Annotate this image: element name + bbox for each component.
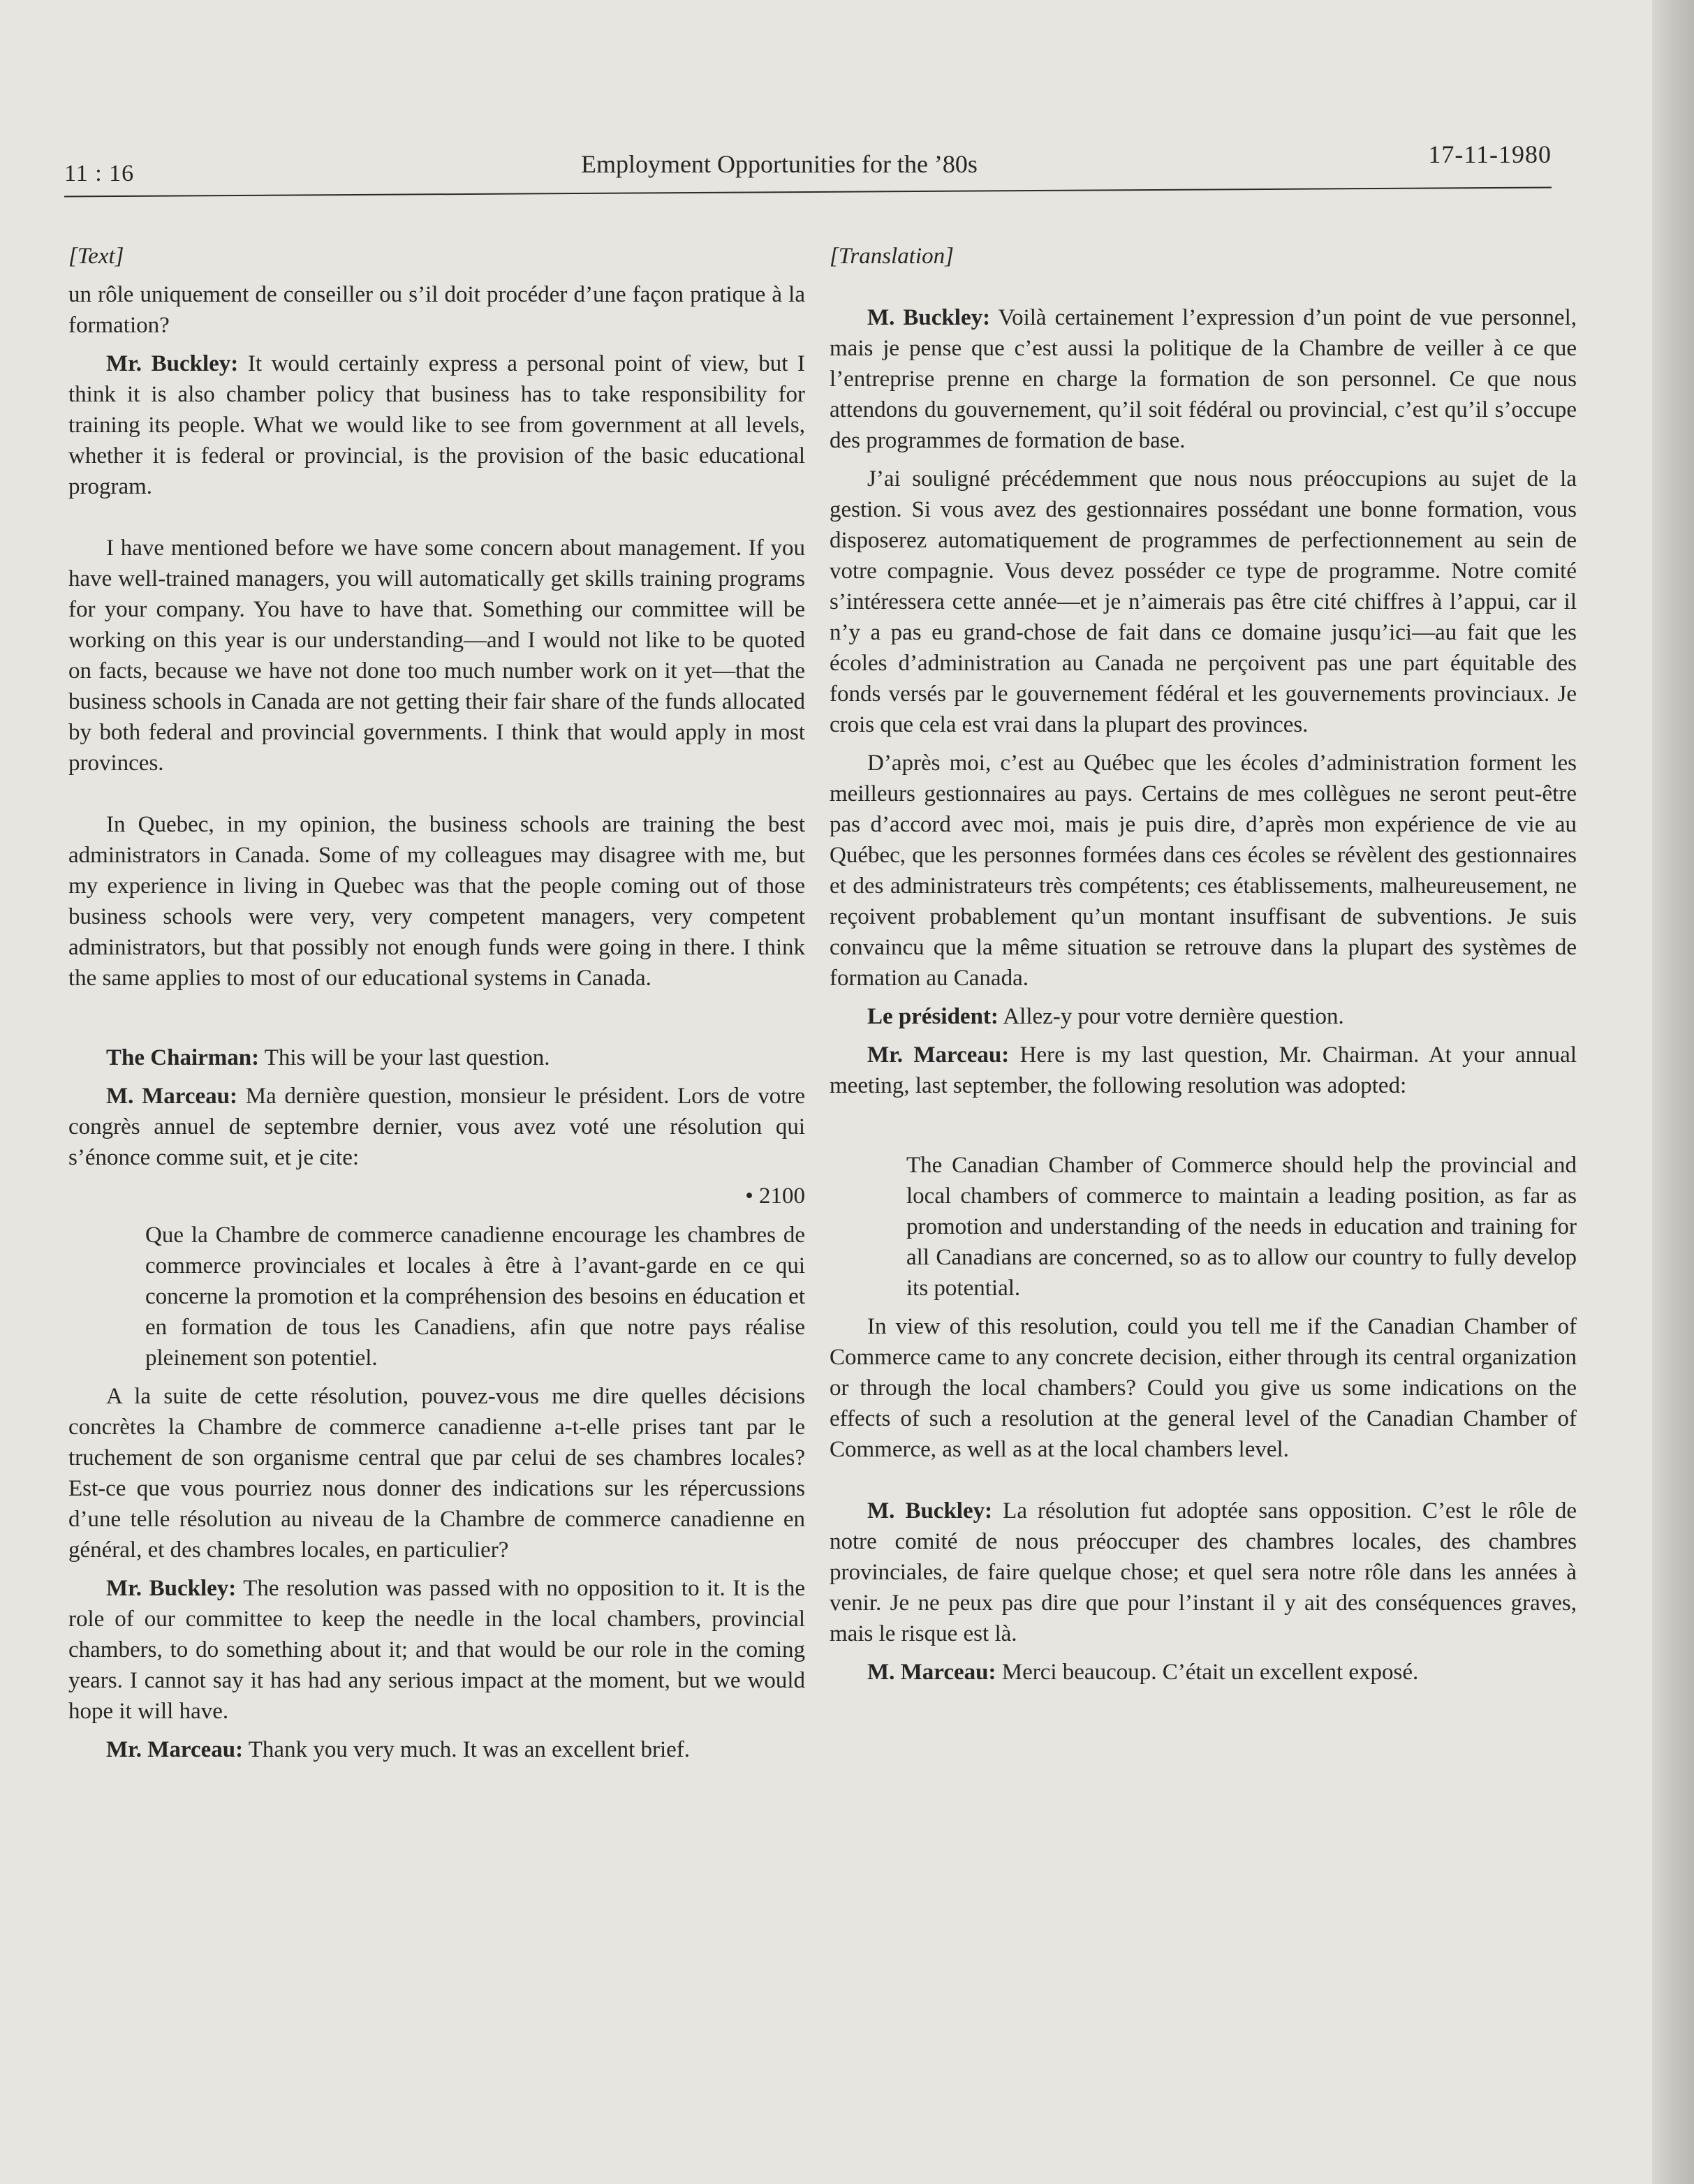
paragraph: M. Buckley: La résolution fut adoptée sans opposition. C’est le rôle de notre comité de nous préoccuper des chambres locales, des chambres provinciales, de faire quelque chose; et quel sera notre rôle dans les années à venir. Je ne peux pas dire que pour l’instant il y ait des conséquences graves, mais le risque est là. [830, 1498, 1577, 1646]
paragraph: In Quebec, in my opinion, the business schools are training the best administrators in Canada. Some of my colleagues may disagree with me, but my experience in living in Quebec was that the people coming out of those business schools were very, very competent managers, very competent administrators, but that possibly not enough funds were going in there. I think the same applies to most of our educational systems in Canada. [68, 812, 805, 991]
speaker-name: Mr. Marceau: [106, 1737, 244, 1762]
paragraph: Mr. Buckley: The resolution was passed with no opposition to it. It is the role of our committee to keep the needle in the local chambers, provincial chambers, to do something about it; and that would be our role in the coming years. I cannot say it has had any serious impact at the moment, but we would hope it will have. [68, 1576, 805, 1724]
speaker-name: M. Marceau: [106, 1084, 237, 1109]
paragraph: Mr. Buckley: It would certainly express a personal point of view, but I think it is also chamber policy that business has to take responsibility for training its people. What we would like to see from government at all levels, whether it is federal or provincial, is the provision of the basic educational program. [68, 351, 805, 499]
paragraph: The Chairman: This will be your last question. [106, 1045, 550, 1070]
page-number: 11 : 16 [64, 161, 135, 186]
paragraph: A la suite de cette résolution, pouvez-vous me dire quelles décisions concrètes la Chambre de commerce canadienne a-t-elle prises tant par le truchement de son organisme central que par celui de ses chambres locales? Est-ce que vous pourriez nous donner des indications sur les répercussions d’une telle résolution au niveau de la Chambre de commerce canadienne en général, et des chambres locales, en particulier? [68, 1384, 805, 1563]
right-column [830, 241, 1577, 1695]
speaker-name: M. Marceau: [867, 1660, 996, 1685]
paragraph: In view of this resolution, could you tell me if the Canadian Chamber of Commerce came to any concrete decision, either through its central organization or through the local chambers? Could you give us some indications on the effects of such a resolution at the general level of the Canadian Chamber of Commerce, as well as at the local chambers level. [830, 1314, 1577, 1462]
paragraph: J’ai souligné précédemment que nous nous préoccupions au sujet de la gestion. Si vous avez des gestionnaires possédant une bonne formation, vous disposerez automatiquement de programmes de perfectionnement au sein de votre compagnie. Vous devez posséder ce type de programme. Notre comité s’intéressera cette année—et je n’aimerais pas être cité chiffres à l’appui, car il n’y a pas eu grand-chose de fait dans ce domaine jusqu’ici—au fait que les écoles d’administration au Canada ne perçoivent pas une part équitable des fonds versés par le gouvernement fédéral et les gouvernements provinciaux. Je crois que cela est vrai dans la plupart des provinces. [830, 466, 1577, 737]
continuation-text: un rôle uniquement de conseiller ou s’il doit procéder d’une façon pratique à la formation? [68, 282, 805, 338]
page-header [64, 140, 1552, 202]
running-title: Employment Opportunities for the ’80s [581, 150, 978, 178]
page-edge [1652, 0, 1694, 2184]
paragraph: Le président: Allez-y pour votre dernière question. [867, 1004, 1344, 1029]
page-date: 17-11-1980 [1428, 140, 1552, 168]
speaker-name: Mr. Buckley: [106, 1576, 237, 1601]
paragraph: M. Marceau: Ma dernière question, monsieur le président. Lors de votre congrès annuel de septembre dernier, vous avez voté une résolution qui s’énonce comme suit, et je cite: [68, 1084, 806, 1170]
speaker-name: Mr. Buckley: [106, 351, 239, 376]
speaker-name: M. Buckley: [867, 1498, 993, 1523]
section-label: [Text] [68, 244, 124, 269]
quoted-resolution: Que la Chambre de commerce canadienne encourage les chambres de commerce provinciales et locales à être à l’avant-garde en ce qui concerne la promotion et la compréhension des besoins en éducation et en formation de tous les Canadiens, afin que notre pays réalise pleinement son potentiel. [145, 1223, 805, 1371]
speaker-name: The Chairman: [106, 1045, 260, 1070]
paragraph: I have mentioned before we have some concern about management. If you have well-trained managers, you will automatically get skills training programs for your company. You have to have that. Something our committee will be working on this year is our understanding—and I would not like to be quoted on facts, because we have not done too much number work on it yet—that the business schools in Canada are not getting their fair share of the funds allocated by both federal and provincial governments. I think that would apply in most provinces. [68, 536, 805, 776]
section-label: [Translation] [830, 244, 954, 269]
paragraph: Mr. Marceau: Here is my last question, Mr. Chairman. At your annual meeting, last september, the following resolution was adopted: [830, 1042, 1577, 1098]
time-marker: • 2100 [745, 1183, 805, 1209]
header-rule [64, 186, 1552, 197]
quoted-resolution: The Canadian Chamber of Commerce should help the provincial and local chambers of commerce to maintain a leading position, as far as promotion and understanding of the needs in education and training for all Canadians are concerned, so as to allow our country to fully develop its potential. [906, 1153, 1577, 1301]
speaker-name: M. Buckley: [867, 305, 991, 330]
left-column [68, 241, 805, 1773]
speaker-name: Le président: [867, 1004, 999, 1029]
paragraph: Mr. Marceau: Thank you very much. It was an excellent brief. [106, 1737, 691, 1762]
paragraph: M. Marceau: Merci beaucoup. C’était un excellent exposé. [867, 1660, 1419, 1685]
paragraph: D’après moi, c’est au Québec que les écoles d’administration forment les meilleurs gestionnaires au pays. Certains de mes collègues ne seront peut-être pas d’accord avec moi, mais je puis dire, d’après mon expérience de vie au Québec, que les personnes formées dans ces écoles se révèlent des gestionnaires et des administrateurs très compétents; ces établissements, malheureusement, ne reçoivent probablement qu’un montant insuffisant de subventions. Je suis convaincu que la même situation se retrouve dans la plupart des systèmes de formation au Canada. [830, 751, 1577, 991]
paragraph: M. Buckley: Voilà certainement l’expression d’un point de vue personnel, mais je pense que c’est aussi la politique de la Chambre de veiller à ce que l’entreprise prenne en charge la formation de son personnel. Ce que nous attendons du gouvernement, qu’il soit fédéral ou provincial, c’est qu’il s’occupe des programmes de formation de base. [830, 305, 1577, 453]
speaker-name: Mr. Marceau: [867, 1042, 1010, 1068]
